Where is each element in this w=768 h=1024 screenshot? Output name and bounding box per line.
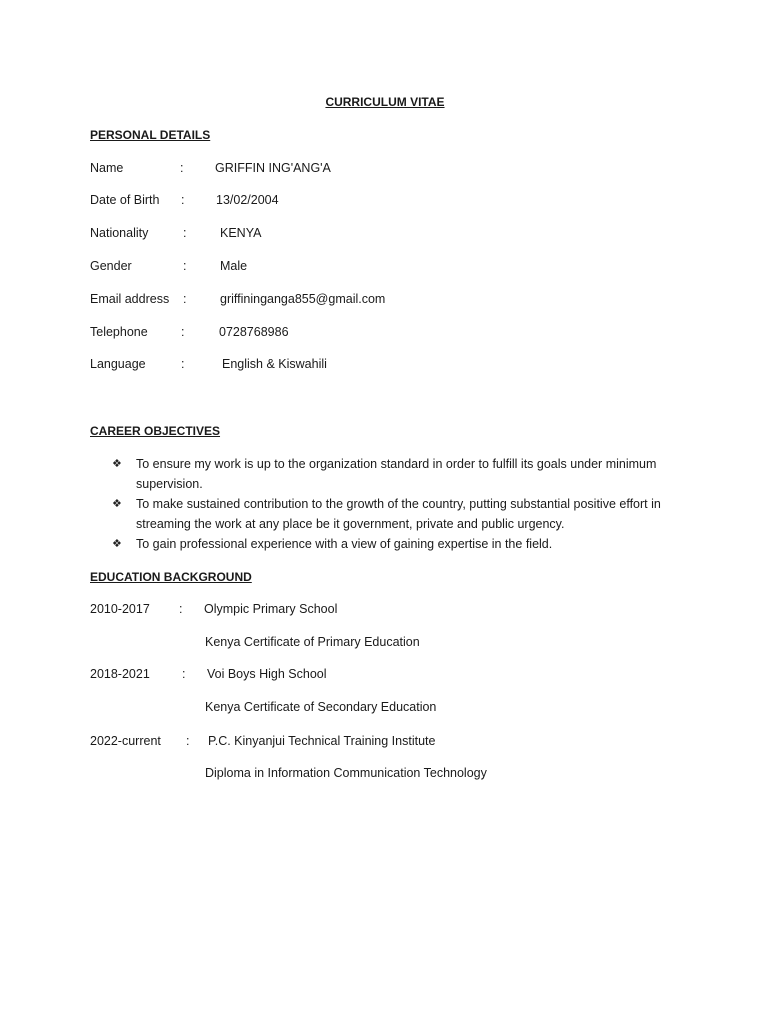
document-title: CURRICULUM VITAE: [325, 95, 445, 109]
field-separator: :: [181, 193, 185, 207]
field-label: Language: [90, 357, 146, 371]
field-separator: :: [179, 602, 183, 616]
field-value-telephone: 0728768986: [219, 325, 289, 339]
field-separator: :: [183, 259, 187, 273]
field-separator: :: [180, 161, 184, 175]
field-value-nationality: KENYA: [220, 226, 262, 240]
education-period: 2010-2017: [90, 602, 150, 616]
education-qualification: Kenya Certificate of Primary Education: [205, 635, 420, 649]
field-separator: :: [183, 292, 187, 306]
career-objectives-heading: CAREER OBJECTIVES: [90, 424, 221, 438]
diamond-bullet-icon: ❖: [112, 458, 122, 470]
education-school: P.C. Kinyanjui Technical Training Institute: [208, 734, 436, 748]
education-heading: EDUCATION BACKGROUND: [90, 570, 252, 584]
education-qualification: Kenya Certificate of Secondary Education: [205, 700, 437, 714]
field-label: Telephone: [90, 325, 148, 339]
personal-details-heading: PERSONAL DETAILS: [90, 128, 211, 142]
objective-text: To ensure my work is up to the organization standard in order to fulfill its goals under minimum supervision.: [136, 457, 657, 491]
list-item: [112, 494, 682, 534]
field-separator: :: [183, 226, 187, 240]
field-separator: :: [181, 325, 185, 339]
field-value-gender: Male: [220, 259, 248, 273]
objective-text: To make sustained contribution to the growth of the country, putting substantial positive effort in streaming the work at any place be it government, private and public urgency.: [136, 497, 661, 531]
field-value-email: griffininganga855@gmail.com: [220, 292, 386, 306]
field-value-dob: 13/02/2004: [216, 193, 279, 207]
field-label: Date of Birth: [90, 193, 160, 207]
field-value-language: English & Kiswahili: [222, 357, 327, 371]
field-label: Nationality: [90, 226, 149, 240]
diamond-bullet-icon: ❖: [112, 538, 122, 550]
education-school: Voi Boys High School: [207, 667, 327, 681]
education-qualification: Diploma in Information Communication Technology: [205, 766, 487, 780]
objective-text: To gain professional experience with a view of gaining expertise in the field.: [136, 537, 553, 551]
field-label: Name: [90, 161, 124, 175]
field-value-name: GRIFFIN ING'ANG'A: [215, 161, 331, 175]
education-school: Olympic Primary School: [204, 602, 338, 616]
career-objectives-list: [112, 454, 682, 554]
education-period: 2018-2021: [90, 667, 150, 681]
field-separator: :: [186, 734, 190, 748]
field-label: Gender: [90, 259, 132, 273]
list-item: [112, 454, 682, 494]
field-separator: :: [181, 357, 185, 371]
field-separator: :: [182, 667, 186, 681]
diamond-bullet-icon: ❖: [112, 498, 122, 510]
list-item: [112, 534, 682, 554]
field-label: Email address: [90, 292, 170, 306]
education-period: 2022-current: [90, 734, 161, 748]
